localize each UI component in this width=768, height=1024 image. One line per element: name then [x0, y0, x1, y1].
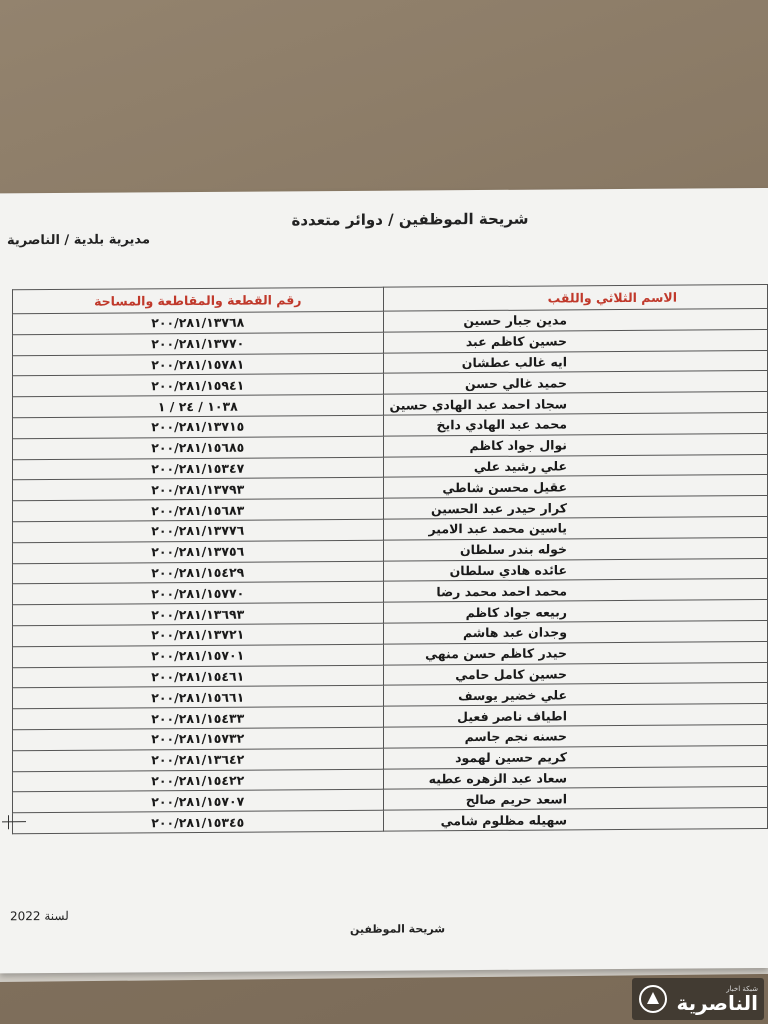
employee-name-cell: خوله بندر سلطان [383, 537, 767, 560]
table-row [13, 808, 768, 834]
employee-name-cell: علي رشيد علي [383, 454, 767, 477]
site-logo-icon [638, 984, 668, 1014]
employee-name-cell: سعاد عبد الزهره عطيه [383, 766, 767, 789]
employee-name-cell: ايه غالب عطشان [383, 350, 767, 373]
table-body [13, 309, 768, 834]
employee-name-cell: حميد غالي حسن [383, 371, 767, 394]
plot-number-cell: ٢٠٠/٢٨١/١٥٤٦١ [13, 665, 384, 688]
employee-name-cell: حسين كاظم عبد [383, 329, 767, 352]
employee-name-cell: علي خضير يوسف [383, 683, 767, 706]
plot-number-cell: ٢٠٠/٢٨١/١٥٦٨٥ [13, 436, 384, 459]
employee-name-cell: اطياف ناصر فعيل [383, 704, 767, 727]
employee-name-cell: عقيل محسن شاطي [383, 475, 767, 498]
employee-name-cell: حسين كامل حامي [383, 662, 767, 685]
employee-name-cell: اسعد حريم صالح [383, 787, 767, 810]
footer-label: شريحة الموظفين [350, 922, 446, 936]
plot-number-cell: ٢٠٠/٢٨١/١٥٧٠١ [13, 644, 384, 667]
plot-number-cell: ٢٠٠/٢٨١/١٣٧١٥ [13, 415, 384, 438]
header-plot: رقم القطعة والمقاطعة والمساحة [13, 287, 384, 314]
plot-number-cell: ٢٠٠/٢٨١/١٥٦٨٣ [13, 498, 384, 521]
employee-name-cell: حيدر كاظم حسن منهي [383, 641, 767, 664]
directorate-label: مديرية بلدية / الناصرية [6, 232, 150, 249]
plot-number-cell: ٢٠٠/٢٨١/١٥٤٢٩ [13, 561, 384, 584]
plot-number-cell: ٢٠٠/٢٨١/١٣٦٩٣ [13, 602, 384, 625]
plot-number-cell: ٢٠٠/٢٨١/١٣٧٩٣ [13, 478, 384, 501]
employee-name-cell: حسنه نجم جاسم [383, 724, 767, 747]
plot-number-cell: ٢٠٠/٢٨١/١٣٧٧٦ [13, 519, 384, 542]
plot-number-cell: ٢٠٠/٢٨١/١٥٣٤٥ [13, 810, 384, 833]
employee-name-cell: كرار حيدر عبد الحسين [383, 496, 767, 519]
plot-number-cell: ٢٠٠/٢٨١/١٣٧٧٠ [13, 332, 384, 355]
employee-name-cell: محمد عبد الهادي دايخ [383, 412, 767, 435]
document-title: شريحة الموظفين / دوائر متعددة [291, 209, 529, 230]
employee-name-cell: ياسين محمد عبد الامير [383, 516, 767, 539]
year-label: لسنة 2022 [10, 908, 69, 924]
employee-name-cell: ربيعه جواد كاظم [383, 600, 767, 623]
employee-name-cell: نوال جواد كاظم [383, 433, 767, 456]
plot-number-cell: ٢٠٠/٢٨١/١٥٧٣٢ [13, 727, 384, 750]
pen-mark-vertical [8, 815, 9, 829]
plot-number-cell: ٢٠٠/٢٨١/١٣٧٢١ [13, 623, 384, 646]
plot-number-cell: ٢٠٠/٢٨١/١٣٧٥٦ [13, 540, 384, 563]
plot-number-cell: ٢٠٠/٢٨١/١٣٦٤٢ [13, 748, 384, 771]
employee-name-cell: سجاد احمد عبد الهادي حسين [383, 392, 767, 415]
employee-name-cell: عائده هادي سلطان [383, 558, 767, 581]
employees-table-container [12, 284, 768, 834]
document-page [0, 188, 768, 973]
header-name: الاسم الثلاثي واللقب [383, 285, 767, 312]
employee-name-cell: مدين جبار حسين [383, 309, 767, 332]
plot-number-cell: ٢٠٠/٢٨١/١٥٧٠٧ [13, 790, 384, 813]
plot-number-cell: ٢٠٠/٢٨١/١٥٧٧٠ [13, 582, 384, 605]
pen-mark [2, 821, 26, 822]
plot-number-cell: ١٠٣٨ / ٢٤ / ١ [13, 394, 384, 417]
employee-name-cell: وجدان عبد هاشم [383, 620, 767, 643]
plot-number-cell: ٢٠٠/٢٨١/١٥٧٨١ [13, 353, 384, 376]
plot-number-cell: ٢٠٠/٢٨١/١٥٤٢٢ [13, 769, 384, 792]
employee-name-cell: كريم حسين لهمود [383, 745, 767, 768]
site-watermark [632, 978, 764, 1020]
plot-number-cell: ٢٠٠/٢٨١/١٥٩٤١ [13, 374, 384, 397]
watermark-subtext: شبكة اخبار [726, 984, 758, 993]
employee-name-cell: سهيله مظلوم شامي [383, 808, 767, 831]
plot-number-cell: ٢٠٠/٢٨١/١٥٦٦١ [13, 686, 384, 709]
employee-name-cell: محمد احمد محمد رضا [383, 579, 767, 602]
plot-number-cell: ٢٠٠/٢٨١/١٥٤٣٣ [13, 706, 384, 729]
watermark-text: الناصرية [676, 990, 758, 1015]
plot-number-cell: ٢٠٠/٢٨١/١٥٣٤٧ [13, 457, 384, 480]
employees-table [12, 284, 768, 834]
plot-number-cell: ٢٠٠/٢٨١/١٣٧٦٨ [13, 311, 384, 334]
